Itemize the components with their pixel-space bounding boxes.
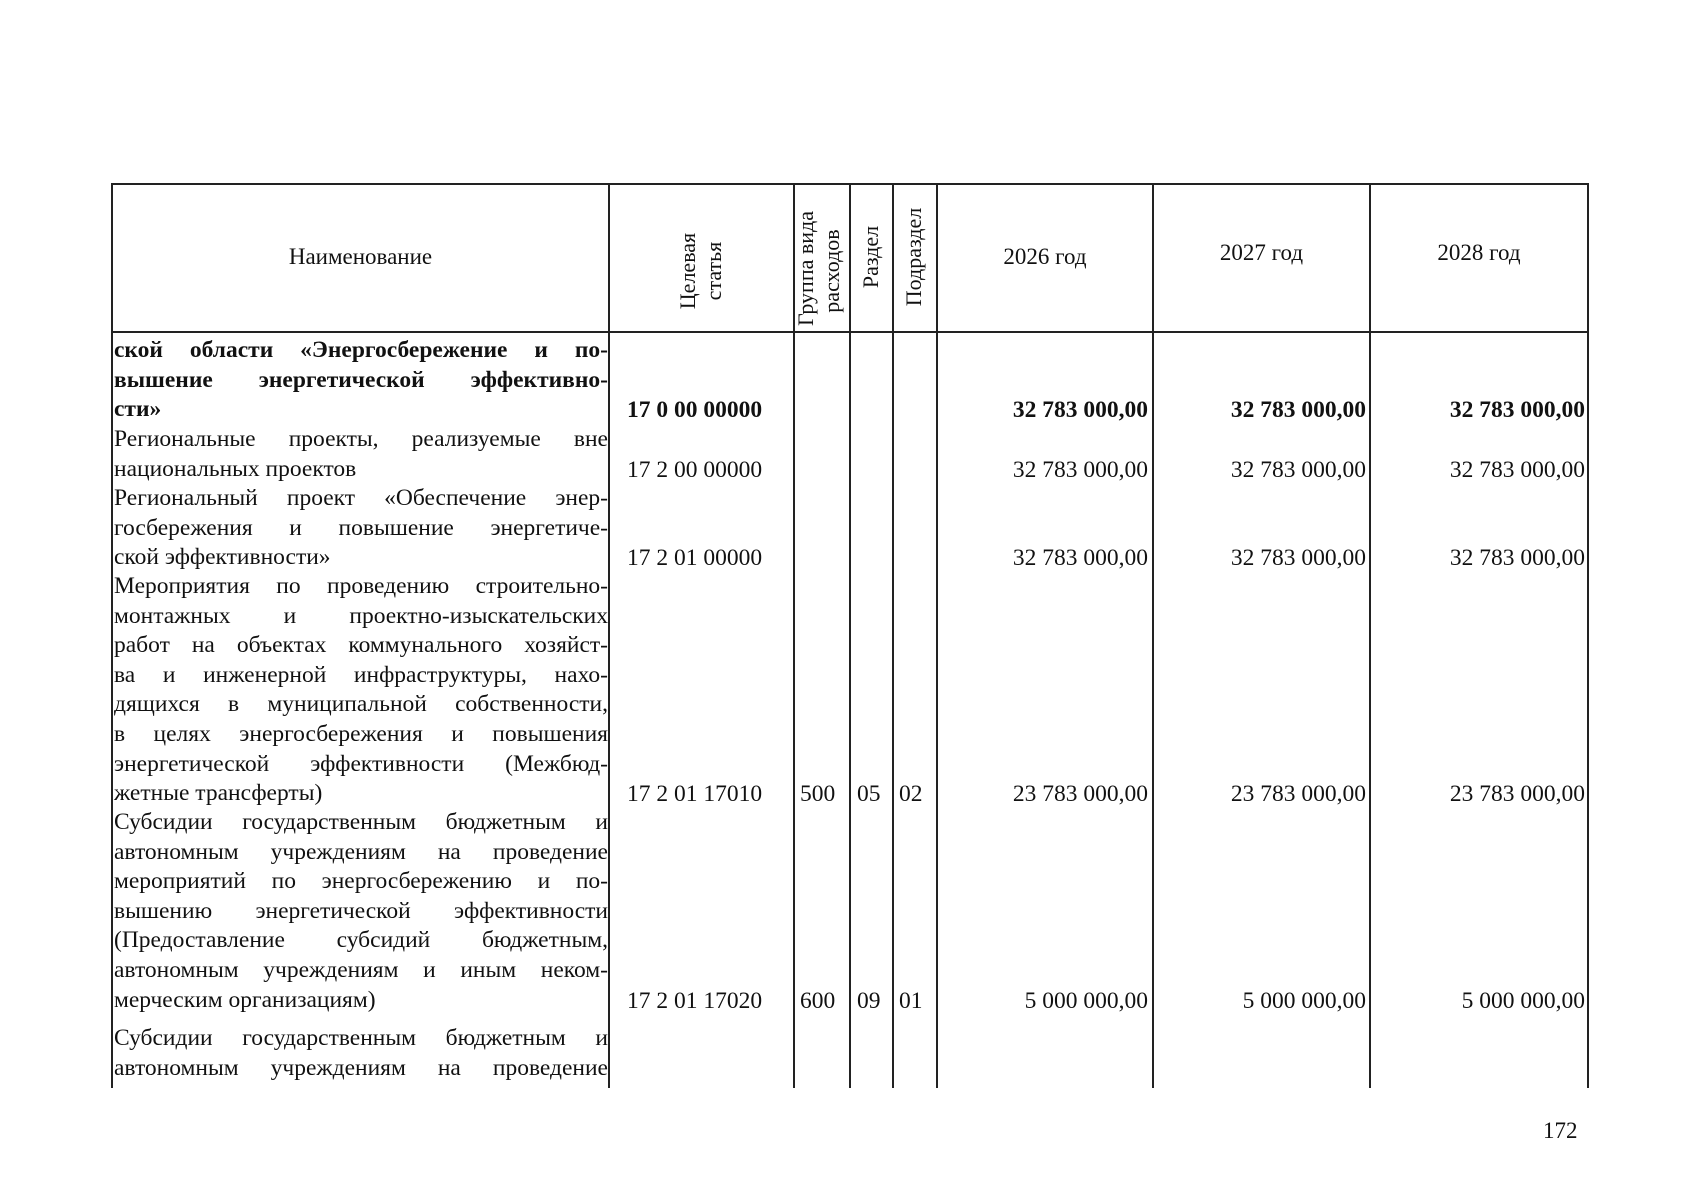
header-name: Наименование	[288, 244, 433, 269]
row-name-line: мероприятий по энергосбережению и по-	[114, 868, 608, 895]
table-left-border	[111, 183, 113, 1088]
row-group-cell: 600	[800, 987, 836, 1014]
header-subsection: Подраздел	[901, 207, 926, 307]
row-name	[114, 1024, 608, 1083]
row-name-line: жетные трансферты)	[114, 780, 323, 807]
row-subsection-cell: 02	[899, 781, 923, 808]
row-target-cell: 17 0 00 00000	[627, 397, 763, 424]
col-divider-2027	[1152, 183, 1154, 1088]
row-v2028-cell: 23 783 000,00	[1449, 781, 1585, 808]
row-v2026-cell: 23 783 000,00	[1012, 781, 1148, 808]
row-v2026-cell: 32 783 000,00	[1012, 545, 1148, 572]
row-section-cell: 05	[857, 781, 881, 808]
col-divider-section	[849, 183, 851, 1088]
row-name-line: в целях энергосбережения и повышения	[114, 720, 608, 747]
row-target-cell: 17 2 01 17010	[627, 781, 763, 808]
row-v2028-cell: 32 783 000,00	[1449, 397, 1585, 424]
header-target-line1: Целевая	[675, 232, 700, 310]
row-name	[114, 425, 608, 484]
row-section-cell: 09	[857, 987, 881, 1014]
row-name-line: вышение энергетической эффективно-	[114, 366, 608, 393]
row-target-cell: 17 2 00 00000	[627, 456, 763, 483]
table-right-border	[1587, 183, 1589, 1088]
row-name-line: энергетической эффективности (Межбюд-	[114, 750, 608, 777]
row-v2028-cell: 32 783 000,00	[1449, 545, 1585, 572]
row-v2028-cell: 5 000 000,00	[1461, 987, 1585, 1014]
header-group-line1: Группа вида	[793, 211, 818, 326]
row-target-cell: 17 2 01 17020	[627, 987, 763, 1014]
row-name-line: Субсидии государственным бюджетным и	[114, 809, 608, 835]
header-year-2028: 2028 год	[1437, 240, 1521, 265]
row-name	[114, 336, 608, 425]
header-year-2027: 2027 год	[1219, 240, 1304, 265]
row-name-line: Региональный проект «Обеспечение энер-	[114, 485, 608, 511]
row-target-cell: 17 2 01 00000	[627, 545, 763, 572]
row-name-line: ской области «Энергосбережение и по-	[114, 337, 608, 363]
row-name-line: автономным учреждениям на проведение	[114, 838, 608, 865]
row-name-line: мерческим организациям)	[114, 986, 376, 1013]
row-name	[114, 572, 608, 809]
row-name-line: монтажных и проектно-изыскательских	[114, 602, 608, 629]
row-name-line: Региональные проекты, реализуемые вне	[114, 426, 608, 452]
row-name	[114, 484, 608, 573]
row-name-line: ской эффективности»	[114, 544, 331, 571]
row-subsection-cell: 01	[899, 987, 923, 1014]
row-v2026-cell: 32 783 000,00	[1012, 456, 1148, 483]
col-divider-subsection	[892, 183, 894, 1088]
header-group-line2: расходов	[819, 229, 844, 313]
row-name-line: автономным учреждениям на проведение	[114, 1054, 608, 1081]
row-name-line: сти»	[114, 396, 162, 423]
header-expense-group	[793, 211, 849, 326]
page-number: 172	[1543, 1118, 1578, 1143]
row-v2027-cell: 5 000 000,00	[1242, 987, 1366, 1014]
row-name-line: национальных проектов	[114, 455, 357, 482]
row-v2027-cell: 32 783 000,00	[1230, 397, 1366, 424]
col-divider-2028	[1369, 183, 1371, 1088]
header-target-article	[675, 181, 731, 361]
col-divider-target	[608, 183, 610, 1088]
row-name-line: Мероприятия по проведению строительно-	[114, 573, 608, 599]
row-v2027-cell: 32 783 000,00	[1230, 456, 1366, 483]
row-name-line: Субсидии государственным бюджетным и	[114, 1025, 608, 1051]
col-divider-2026	[936, 183, 938, 1088]
row-name-line: работ на объектах коммунального хозяйст-	[114, 632, 608, 659]
row-v2027-cell: 23 783 000,00	[1230, 781, 1366, 808]
row-v2026-cell: 32 783 000,00	[1012, 397, 1148, 424]
row-v2026-cell: 5 000 000,00	[1024, 987, 1148, 1014]
row-name	[114, 808, 608, 1015]
header-section: Раздел	[858, 225, 883, 289]
header-year-2026: 2026 год	[1003, 244, 1087, 269]
row-name-line: дящихся в муниципальной собственности,	[114, 691, 608, 718]
header-target-line2: статья	[701, 241, 726, 301]
row-v2028-cell: 32 783 000,00	[1449, 456, 1585, 483]
row-name-line: вышению энергетической эффективности	[114, 897, 608, 924]
row-name-line: госбережения и повышение энергетиче-	[114, 514, 608, 541]
row-name-line: автономным учреждениям и иным неком-	[114, 956, 608, 983]
row-v2027-cell: 32 783 000,00	[1230, 545, 1366, 572]
row-group-cell: 500	[800, 781, 836, 808]
row-name-line: (Предоставление субсидий бюджетным,	[114, 927, 608, 954]
row-name-line: ва и инженерной инфраструктуры, нахо-	[114, 661, 608, 688]
